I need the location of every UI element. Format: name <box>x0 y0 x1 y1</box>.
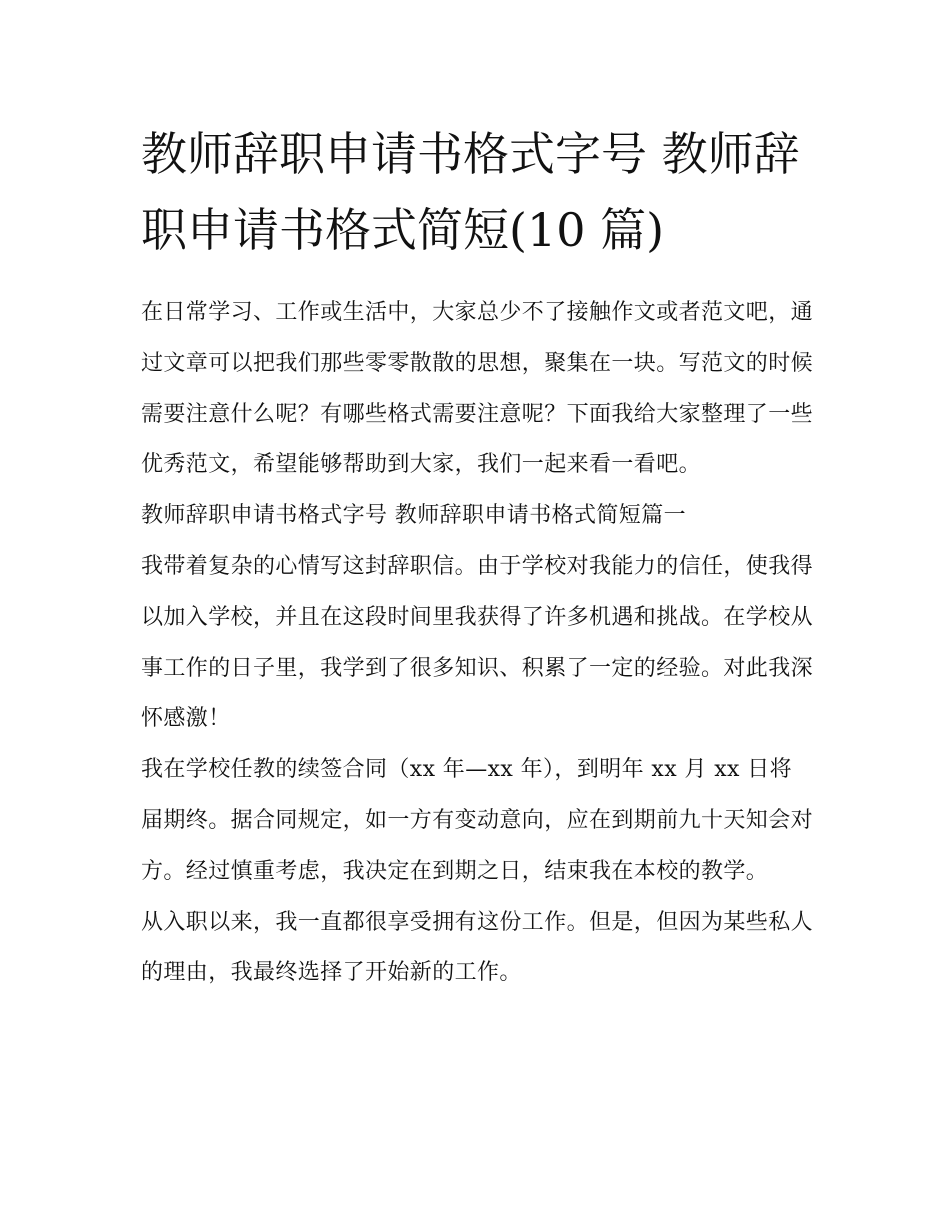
body-paragraph: 从入职以来，我一直都很享受拥有这份工作。但是，但因为某些私人的理由，我最终选择了开始新的工作。 <box>141 909 814 986</box>
document-content <box>141 116 813 999</box>
section-heading: 教师辞职申请书格式字号 教师辞职申请书格式简短篇一 <box>141 503 686 529</box>
body-paragraph: 我带着复杂的心情写这封辞职信。由于学校对我能力的信任，使我得以加入学校，并且在这段时间里我获得了许多机遇和挑战。在学校从事工作的日子里，我学到了很多知识、积累了一定的经验。对此我深怀感激！ <box>141 553 814 732</box>
document-title: 教师辞职申请书格式字号 教师辞职申请书格式简短(10 篇) <box>141 127 800 257</box>
body-paragraph: 我在学校任教的续签合同（xx 年—xx 年），到明年 xx 月 xx 日将届期终。据合同规定，如一方有变动意向，应在到期前九十天知会对方。经过慎重考虑，我决定在到期之日，结束我在本校的教学。 <box>141 757 814 884</box>
intro-paragraph: 在日常学习、工作或生活中，大家总少不了接触作文或者范文吧，通过文章可以把我们那些零零散散的思想，聚集在一块。写范文的时候需要注意什么呢？有哪些格式需要注意呢？下面我给大家整理了一些优秀范文，希望能够帮助到大家，我们一起来看一看吧。 <box>141 300 814 478</box>
